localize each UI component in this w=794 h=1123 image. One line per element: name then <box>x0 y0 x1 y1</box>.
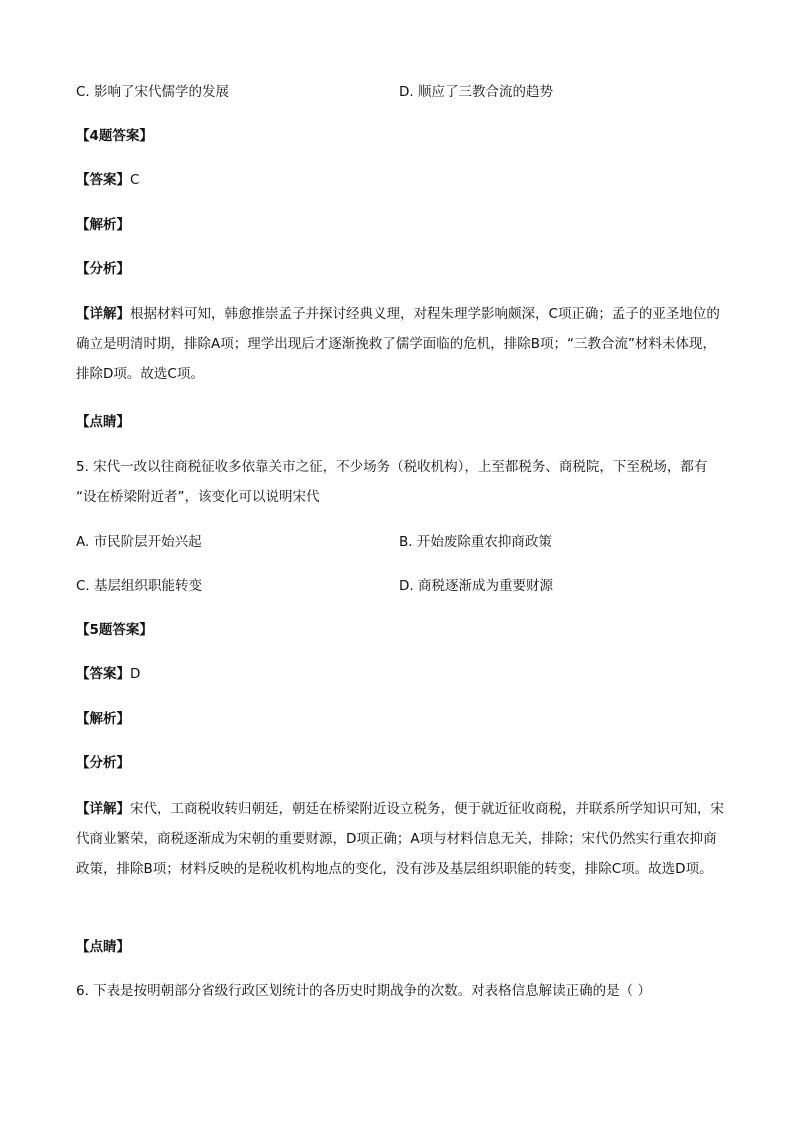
q4-detail-label: 【详解】 <box>76 306 130 322</box>
q5-detail-text: 宋代，工商税收转归朝廷，朝廷在桥梁附近设立税务，便于就近征收商税，并联系所学知识可知，宋代商业繁荣，商税逐渐成为宋朝的重要财源，D项正确；A项与材料信息无关，排除；宋代仍然实行重农抑商政策，排除B项；材料反映的是税收机构地点的变化，没有涉及基层组织职能的转变，排除C项。故选D项。 <box>76 801 724 877</box>
q5-answer-value: D <box>130 666 141 682</box>
q5-option-a: A. 市民阶层开始兴起 <box>76 534 202 550</box>
q4-option-d: D. 顺应了三教合流的趋势 <box>399 84 553 100</box>
q6-stem: 6. 下表是按明朝部分省级行政区划统计的各历史时期战争的次数。对表格信息解读正确的是（ ） <box>76 983 651 999</box>
q5-answer <box>76 664 140 684</box>
q5-detail <box>76 794 726 884</box>
q4-answer <box>76 170 139 190</box>
q5-stem-line2: “设在桥梁附近者”，该变化可以说明宋代 <box>76 489 320 505</box>
q4-fenxi-label: 【分析】 <box>76 261 130 277</box>
q4-answer-label: 【答案】 <box>76 172 130 188</box>
q5-dianjing-label: 【点睛】 <box>76 939 130 955</box>
q5-detail-label: 【详解】 <box>76 801 130 817</box>
q4-answer-value: C <box>130 172 140 188</box>
q5-answer-header: 【5题答案】 <box>76 622 153 638</box>
q5-option-b: B. 开始废除重农抑商政策 <box>399 534 552 550</box>
q4-detail-text: 根据材料可知，韩愈推崇孟子并探讨经典义理，对程朱理学影响颇深，C项正确；孟子的亚圣地位的确立是明清时期，排除A项；理学出现后才逐渐挽救了儒学面临的危机，排除B项；“三教合流”材料未体现，排除D项。故选C项。 <box>76 306 720 382</box>
q5-fenxi-label: 【分析】 <box>76 755 130 771</box>
q4-option-c: C. 影响了宋代儒学的发展 <box>76 84 230 100</box>
q4-dianjing-label: 【点睛】 <box>76 414 130 430</box>
q4-analysis-label: 【解析】 <box>76 217 130 233</box>
q5-option-c: C. 基层组织职能转变 <box>76 578 203 594</box>
q5-stem-line1: 5. 宋代一改以往商税征收多依靠关市之征，不少场务（税收机构），上至都税务、商税院，下至税场，都有 <box>76 459 708 475</box>
q5-option-d: D. 商税逐渐成为重要财源 <box>399 578 553 594</box>
q4-answer-header: 【4题答案】 <box>76 128 153 144</box>
q4-detail <box>76 299 726 389</box>
q5-answer-label: 【答案】 <box>76 666 130 682</box>
q5-analysis-label: 【解析】 <box>76 711 130 727</box>
